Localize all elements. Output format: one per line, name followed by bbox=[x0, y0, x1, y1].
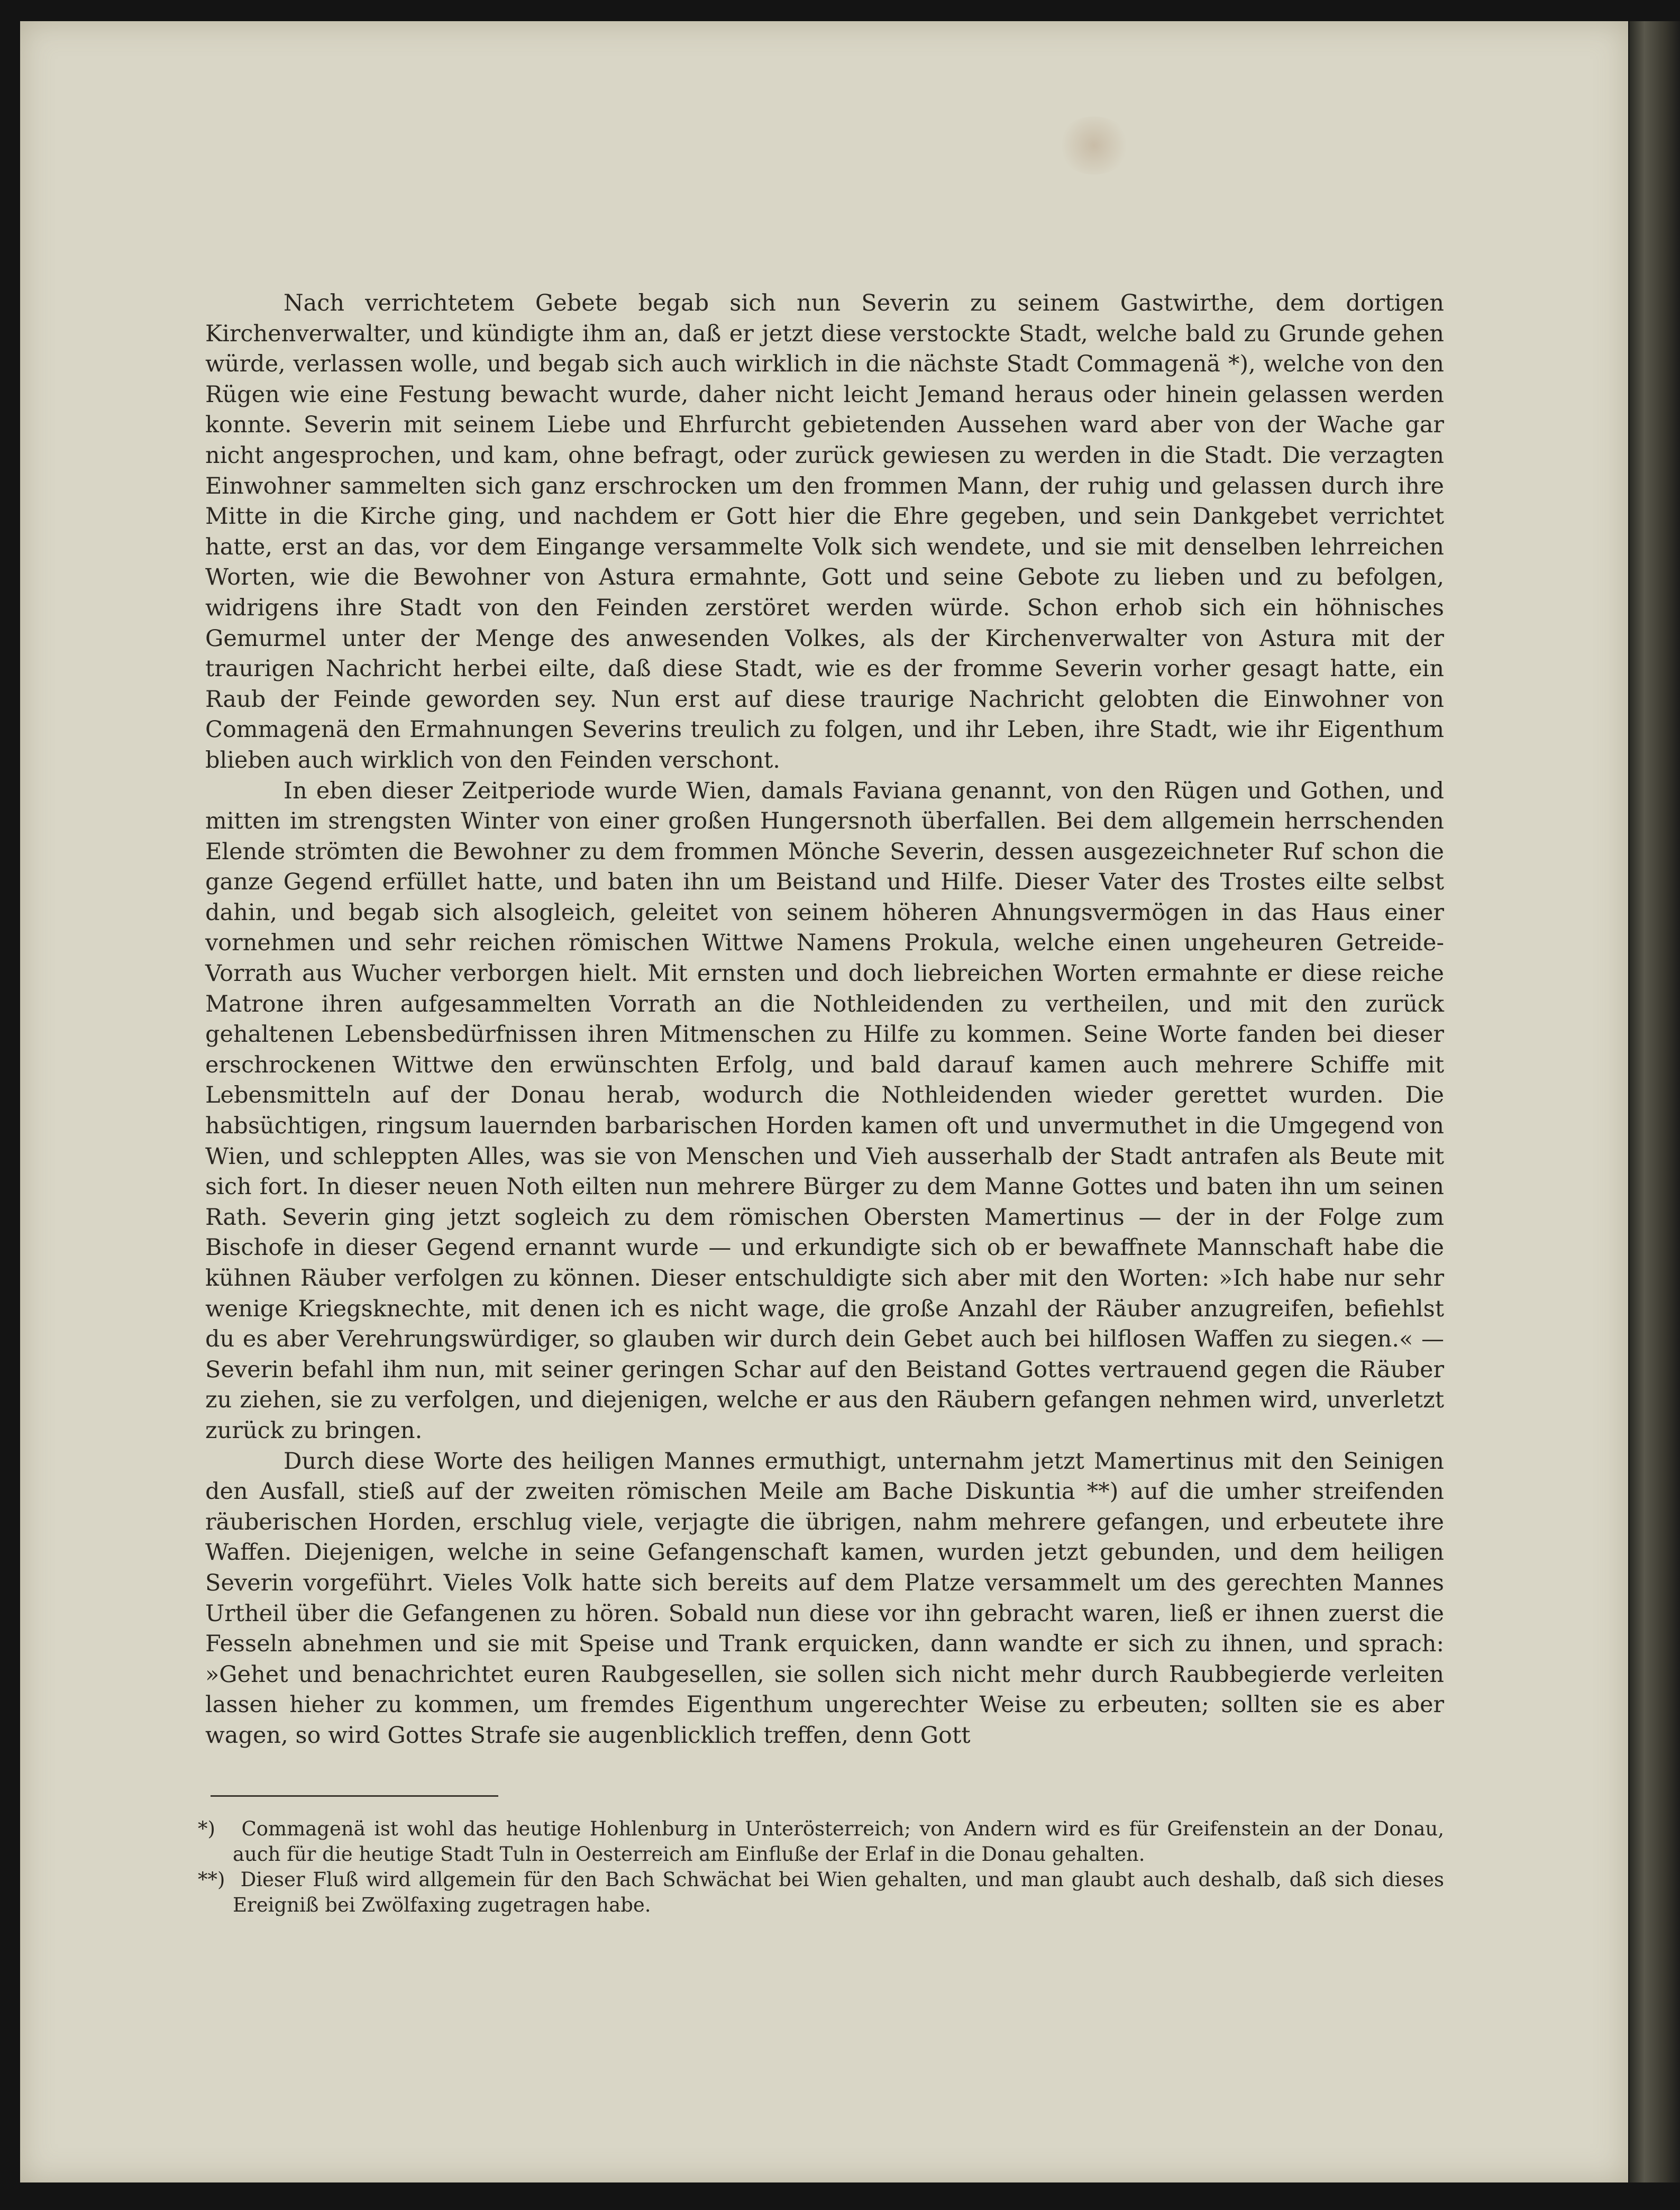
footnote-text: Dieser Fluß wird allgemein für den Bach Schwächat bei Wien gehalten, und man glaubt auch deshalb, daß sich dieses Ereigniß bei Zwölfaxing zugetragen habe. bbox=[233, 1868, 1444, 1916]
footnote bbox=[198, 1867, 1444, 1918]
paragraph: In eben dieser Zeitperiode wurde Wien, damals Faviana genannt, von den Rügen und Gothen, und mitten im strengsten Winter von einer großen Hungersnoth überfallen. Bei dem allgemein herrschenden Elende strömten die Bewohner zu dem frommen Mönche Severin, dessen ausgezeichneter Ruf schon die ganze Gegend erfüllet hatte, und baten ihn um Beistand und Hilfe. Dieser Vater des Trostes eilte selbst dahin, und begab sich alsogleich, geleitet von seinem höheren Ahnungsvermögen in das Haus einer vornehmen und sehr reichen römischen Wittwe Namens Prokula, welche einen ungeheuren Getreide-Vorrath aus Wucher verborgen hielt. Mit ernsten und doch liebreichen Worten ermahnte er diese reiche Matrone ihren aufgesammelten Vorrath an die Nothleidenden zu vertheilen, und mit den zurück gehaltenen Lebensbedürfnissen ihren Mitmenschen zu Hilfe zu kommen. Seine Worte fanden bei dieser erschrockenen Wittwe den erwünschten Erfolg, und bald darauf kamen auch mehrere Schiffe mit Lebensmitteln auf der Donau herab, wodurch die Nothleidenden wieder gerettet wurden. Die habsüchtigen, ringsum lauernden barbarischen Horden kamen oft und unvermuthet in die Umgegend von Wien, und schleppten Alles, was sie von Menschen und Vieh ausserhalb der Stadt antrafen als Beute mit sich fort. In dieser neuen Noth eilten nun mehrere Bürger zu dem Manne Gottes und baten ihn um seinen Rath. Severin ging jetzt sogleich zu dem römischen Obersten Mamertinus — der in der Folge zum Bischofe in dieser Gegend ernannt wurde — und erkundigte sich ob er bewaffnete Mannschaft habe die kühnen Räuber verfolgen zu können. Dieser entschuldigte sich aber mit den Worten: »Ich habe nur sehr wenige Kriegsknechte, mit denen ich es nicht wage, die große Anzahl der Räuber anzugreifen, befiehlst du es aber Verehrungswürdiger, so glauben wir durch dein Gebet auch bei hilflosen Waffen zu siegen.« — Severin befahl ihm nun, mit seiner geringen Schar auf den Beistand Gottes vertrauend gegen die Räuber zu ziehen, sie zu verfolgen, und diejenigen, welche er aus den Räubern gefangen nehmen wird, unverletzt zurück zu bringen. bbox=[205, 777, 1444, 1444]
footnote-mark: **) bbox=[198, 1868, 225, 1891]
paper-stain bbox=[1057, 116, 1131, 175]
paragraph: Nach verrichtetem Gebete begab sich nun Severin zu seinem Gastwirthe, dem dortigen Kirchenverwalter, und kündigte ihm an, daß er jetzt diese verstockte Stadt, welche bald zu Grunde gehen würde, verlassen wolle, und begab sich auch wirklich in die nächste Stadt Commagenä *), welche von den Rügen wie eine Festung bewacht wurde, daher nicht leicht Jemand heraus oder hinein gelassen werden konnte. Severin mit seinem Liebe und Ehrfurcht gebietenden Aussehen ward aber von der Wache gar nicht angesprochen, und kam, ohne befragt, oder zurück gewiesen zu werden in die Stadt. Die verzagten Einwohner sammelten sich ganz erschrocken um den frommen Mann, der ruhig und gelassen durch ihre Mitte in die Kirche ging, und nachdem er Gott hier die Ehre gegeben, und sein Dankgebet verrichtet hatte, erst an das, vor dem Eingange versammelte Volk sich wendete, und sie mit denselben lehrreichen Worten, wie die Bewohner von Astura ermahnte, Gott und seine Gebote zu lieben und zu befolgen, widrigens ihre Stadt von den Feinden zerstöret werden würde. Schon erhob sich ein höhnisches Gemurmel unter der Menge des anwesenden Volkes, als der Kirchenverwalter von Astura mit der traurigen Nachricht herbei eilte, daß diese Stadt, wie es der fromme Severin vorher gesagt hatte, ein Raub der Feinde geworden sey. Nun erst auf diese traurige Nachricht gelobten die Einwohner von Commagenä den Ermahnungen Severins treulich zu folgen, und ihr Leben, ihre Stadt, wie ihr Eigenthum blieben auch wirklich von den Feinden verschont. bbox=[205, 290, 1444, 774]
footnote-text: Commagenä ist wohl das heutige Hohlenburg in Unterösterreich; von Andern wird es für Greifenstein an der Donau, auch für die heutige Stadt Tuln in Oesterreich am Einfluße der Erlaf in die Donau gehalten. bbox=[233, 1817, 1445, 1866]
footnote bbox=[198, 1816, 1445, 1867]
footnote-mark: *) bbox=[198, 1817, 215, 1840]
paragraph: Durch diese Worte des heiligen Mannes ermuthigt, unternahm jetzt Mamertinus mit den Seinigen den Ausfall, stieß auf der zweiten römischen Meile am Bache Diskuntia **) auf die umher streifenden räuberischen Horden, erschlug viele, verjagte die übrigen, nahm mehrere gefangen, und erbeutete ihre Waffen. Diejenigen, welche in seine Gefangenschaft kamen, wurden jetzt gebunden, und dem heiligen Severin vorgeführt. Vieles Volk hatte sich bereits auf dem Platze versammelt um des gerechten Mannes Urtheil über die Gefangenen zu hören. Sobald nun diese vor ihn gebracht waren, ließ er ihnen zuerst die Fesseln abnehmen und sie mit Speise und Trank erquicken, dann wandte er sich zu ihnen, und sprach: »Gehet und benachrichtet euren Raubgesellen, sie sollen sich nicht mehr durch Raubbegierde verleiten lassen hieher zu kommen, um fremdes Eigenthum ungerechter Weise zu erbeuten; sollten sie es aber wagen, so wird Gottes Strafe sie augenblicklich treffen, denn Gott bbox=[205, 1448, 1444, 1749]
footnotes bbox=[198, 1816, 1445, 1918]
main-text bbox=[205, 288, 1444, 1751]
footnote-divider bbox=[211, 1795, 498, 1797]
book-spine bbox=[1629, 21, 1680, 2182]
